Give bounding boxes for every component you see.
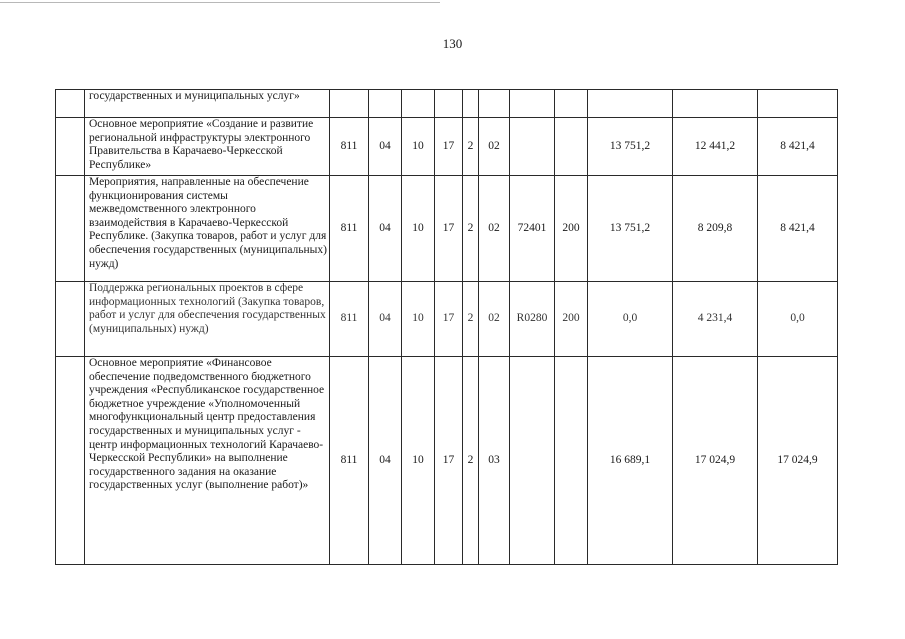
expense-type-cell: 200 [555, 282, 588, 357]
direction-code-cell [510, 118, 555, 176]
event-cell: 03 [479, 357, 510, 565]
amount-year2-cell: 8 209,8 [673, 176, 758, 282]
amount-year2-cell: 12 441,2 [673, 118, 758, 176]
budget-table [55, 89, 838, 565]
event-cell: 02 [479, 118, 510, 176]
row-number-cell [56, 118, 85, 176]
section-cell: 04 [369, 282, 402, 357]
section-cell: 04 [369, 176, 402, 282]
amount-year2-cell [673, 90, 758, 118]
subsection-cell: 10 [402, 282, 435, 357]
subsection-cell: 10 [402, 357, 435, 565]
subsection-cell: 10 [402, 176, 435, 282]
amount-year3-cell: 8 421,4 [758, 176, 838, 282]
expense-type-cell [555, 357, 588, 565]
description-cell: Мероприятия, направленные на обеспечение функционирования системы межведомственного электронного взаимодействия в Карачаево-Черкесской Республике. (Закупка товаров, работ и услуг для обеспечения государственных (муниципальных) нужд) [85, 176, 330, 282]
row-number-cell [56, 176, 85, 282]
subprogram-cell: 2 [463, 176, 479, 282]
event-cell [479, 90, 510, 118]
amount-year2-cell: 4 231,4 [673, 282, 758, 357]
admin-code-cell [330, 90, 369, 118]
section-cell: 04 [369, 357, 402, 565]
subprogram-cell: 2 [463, 282, 479, 357]
section-cell: 04 [369, 118, 402, 176]
program-cell: 17 [435, 357, 463, 565]
table-row [56, 90, 838, 118]
expense-type-cell [555, 90, 588, 118]
table-row [56, 357, 838, 565]
description-cell: государственных и муниципальных услуг» [85, 90, 330, 118]
description-cell: Основное мероприятие «Создание и развитие региональной инфраструктуры электронного Правительства в Карачаево-Черкесской Республике» [85, 118, 330, 176]
event-cell: 02 [479, 176, 510, 282]
row-number-cell [56, 90, 85, 118]
expense-type-cell [555, 118, 588, 176]
subprogram-cell: 2 [463, 118, 479, 176]
subsection-cell: 10 [402, 118, 435, 176]
subprogram-cell [463, 90, 479, 118]
amount-year3-cell: 0,0 [758, 282, 838, 357]
direction-code-cell: 72401 [510, 176, 555, 282]
row-number-cell [56, 282, 85, 357]
row-number-cell [56, 357, 85, 565]
direction-code-cell: R0280 [510, 282, 555, 357]
expense-type-cell: 200 [555, 176, 588, 282]
program-cell [435, 90, 463, 118]
program-cell: 17 [435, 282, 463, 357]
amount-year3-cell [758, 90, 838, 118]
direction-code-cell [510, 357, 555, 565]
description-cell: Поддержка региональных проектов в сфере информационных технологий (Закупка товаров, работ и услуг для обеспечения государственных (муниципальных) нужд) [85, 282, 330, 357]
amount-year1-cell: 16 689,1 [588, 357, 673, 565]
table-row [56, 282, 838, 357]
direction-code-cell [510, 90, 555, 118]
admin-code-cell: 811 [330, 282, 369, 357]
subsection-cell [402, 90, 435, 118]
admin-code-cell: 811 [330, 357, 369, 565]
program-cell: 17 [435, 118, 463, 176]
amount-year1-cell [588, 90, 673, 118]
subprogram-cell: 2 [463, 357, 479, 565]
amount-year2-cell: 17 024,9 [673, 357, 758, 565]
amount-year1-cell: 13 751,2 [588, 118, 673, 176]
amount-year3-cell: 17 024,9 [758, 357, 838, 565]
admin-code-cell: 811 [330, 118, 369, 176]
page-number: 130 [442, 36, 463, 51]
admin-code-cell: 811 [330, 176, 369, 282]
amount-year3-cell: 8 421,4 [758, 118, 838, 176]
program-cell: 17 [435, 176, 463, 282]
section-cell [369, 90, 402, 118]
table-row [56, 118, 838, 176]
amount-year1-cell: 0,0 [588, 282, 673, 357]
scan-edge-line [0, 2, 440, 3]
event-cell: 02 [479, 282, 510, 357]
description-cell: Основное мероприятие «Финансовое обеспечение подведомственного бюджетного учреждения «Республиканское государственное бюджетное учреждение «Уполномоченный многофункциональный центр предоставления государственных и муниципальных услуг - центр информационных технологий Карачаево-Черкесской Республики» на выполнение государственного задания на оказание государственных услуг (выполнение работ)» [85, 357, 330, 565]
amount-year1-cell: 13 751,2 [588, 176, 673, 282]
table-row [56, 176, 838, 282]
